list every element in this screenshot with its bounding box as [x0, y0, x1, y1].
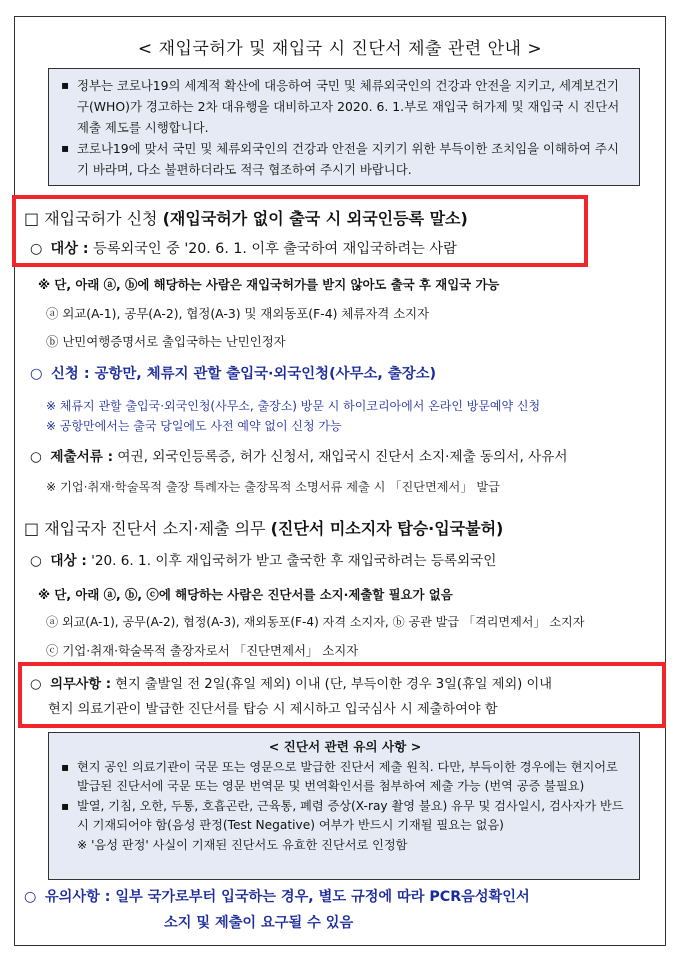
section2-title-bold: (진단서 미소지자 탑승·입국불허): [270, 519, 504, 538]
duty-label: 의무사항 :: [50, 677, 112, 692]
page-title: < 재입국허가 및 재입국 시 진단서 제출 관련 안내 >: [137, 39, 543, 59]
section1-exception-head: ※ 단, 아래 ⓐ, ⓑ에 해당하는 사람은 재입국허가를 받지 않아도 출국 후 재입국 가능: [38, 277, 500, 292]
apply-text: 신청 : 공항만, 체류지 관할 출입국·외국인청(사무소, 출장소): [51, 366, 437, 382]
target-label: 대상 :: [50, 553, 87, 569]
section2-exception-head: ※ 단, 아래 ⓐ, ⓑ, ⓒ에 해당하는 사람은 진단서를 소지·제출할 필요가 없음: [38, 587, 453, 602]
section2-target: [30, 549, 496, 569]
section2-exception-ab: ⓐ 외교(A-1), 공무(A-2), 협정(A-3), 재외동포(F-4) 자격 소지자, ⓑ 공관 발급 「격리면제서」 소지자: [46, 615, 585, 629]
final-note-line-2: 소지 및 제출이 요구될 수 있음: [164, 915, 354, 931]
target-text: 등록외국인 중 '20. 6. 1. 이후 출국하여 재입국하려는 사람: [93, 241, 457, 257]
target-text: '20. 6. 1. 이후 재입국허가 받고 출국한 후 재입국하려는 등록외국인: [91, 553, 497, 569]
final-note: [24, 886, 530, 906]
caution-head: < 진단서 관련 유의 사항 >: [268, 739, 422, 754]
section1-apply: [30, 362, 436, 383]
circle-bullet-icon: ○: [30, 553, 42, 569]
target-label: 대상 :: [50, 241, 89, 257]
apply-note-2: ※ 공항만에서는 출국 당일에도 사전 예약 없이 신청 가능: [46, 419, 342, 433]
highlight-box-duty: [18, 662, 666, 728]
final-note-line-1: 유의사항 : 일부 국가로부터 입국하는 경우, 별도 규정에 따라 PCR음성확인서: [44, 889, 530, 905]
caution-item: ▪ 현지 공인 의료기관이 국문 또는 영문으로 발급한 진단서 제출 원칙. 다만, 부득이한 경우에는 현지어로 발급된 진단서에 국문 또는 영문 번역문 및 번역확인서를 첨부하여 제출 가능 (번역 공증 불필요): [61, 758, 629, 797]
section2-title: 재입국자 진단서 소지·제출 의무: [44, 519, 266, 538]
duty-text-2: 현지 의료기관이 발급한 진단서를 탑승 시 제시하고 입국심사 시 제출하여야 함: [48, 702, 498, 717]
section2-duty: [30, 673, 552, 692]
duty-text-1: 현지 출발일 전 2일(휴일 제외) 이내 (단, 부득이한 경우 3일(휴일 제외) 이내: [115, 677, 552, 692]
section1-exception-a: ⓐ 외교(A-1), 공무(A-2), 협정(A-3) 및 재외동포(F-4) 체류자격 소지자: [46, 306, 430, 321]
circle-bullet-icon: ○: [30, 677, 42, 692]
circle-bullet-icon: ○: [30, 366, 43, 382]
section-checkbox-mark: □: [24, 519, 40, 538]
docs-note: ※ 기업·취재·학술목적 출장 특례자는 출장목적 소명서류 제출 시 「진단면제서」 발급: [46, 480, 500, 494]
circle-bullet-icon: ○: [30, 241, 43, 257]
docs-text: 여권, 외국인등록증, 허가 신청서, 재입국시 진단서 소지·제출 동의서, 사유서: [117, 449, 568, 465]
section1-title-bold: (재입국허가 없이 출국 시 외국인등록 말소): [162, 209, 468, 228]
notice-item: ▪ 코로나19에 맞서 국민 및 체류외국인의 건강과 안전을 지키기 위한 부득이한 조치임을 이해하여 주시기 바라며, 다소 불편하더라도 적극 협조하여 주시기 바랍니다.: [61, 138, 629, 180]
apply-note-1: ※ 체류지 관할 출입국·외국인청(사무소, 출장소) 방문 시 하이코리아에서 온라인 방문예약 신청: [46, 399, 541, 413]
section1-target: [30, 238, 457, 258]
circle-bullet-icon: ○: [30, 449, 42, 465]
section2-heading: [24, 516, 503, 539]
caution-note: ※ '음성 판정' 사실이 기재된 진단서도 유효한 진단서로 인정함: [77, 837, 408, 852]
notice-box: [48, 68, 640, 186]
section1-exception-b: ⓑ 난민여행증명서로 출입국하는 난민인정자: [46, 334, 286, 349]
section1-docs: [30, 445, 567, 465]
notice-item: ▪ 정부는 코로나19의 세계적 확산에 대응하여 국민 및 체류외국인의 건강과 안전을 지키고, 세계보건기구(WHO)가 경고하는 2차 대유행을 대비하고자 2020. 6. 1.부로 재입국 허가제 및 재입국 시 진단서 제출 제도를 시행합니다.: [61, 75, 629, 138]
circle-bullet-icon: ○: [24, 889, 37, 905]
section-checkbox-mark: □: [24, 209, 40, 228]
section1-title: 재입국허가 신청: [44, 209, 158, 228]
caution-item: ▪ 발열, 기침, 오한, 두통, 호흡곤란, 근육통, 폐렴 증상(X-ray 촬영 불요) 유무 및 검사일시, 검사자가 반드시 기재되어야 함(음성 판정(Test Negative) 여부가 반드시 기재될 필요는 없음): [61, 797, 629, 836]
docs-label: 제출서류 :: [50, 449, 114, 465]
caution-box: [48, 732, 640, 880]
section1-heading: [24, 206, 468, 229]
section2-exception-c: ⓒ 기업·취재·학술목적 출장자로서 「진단면제서」 소지자: [46, 643, 359, 658]
